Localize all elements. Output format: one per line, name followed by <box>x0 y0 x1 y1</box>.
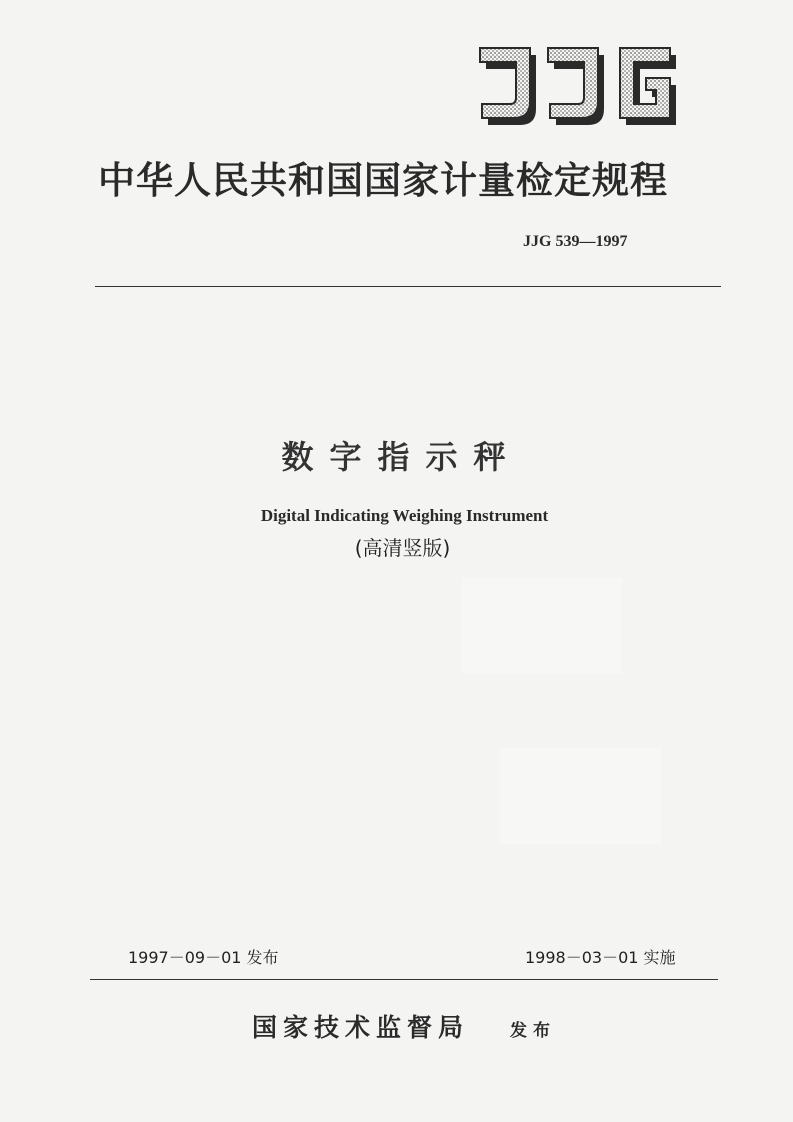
edition-label: (高清竖版) <box>354 536 451 560</box>
issue-date: 1997－09－01 发布 <box>128 948 279 967</box>
regulation-series-title: 中华人民共和国国家计量检定规程 <box>98 158 668 202</box>
publisher-suffix: 发布 <box>510 1021 556 1041</box>
footer-divider <box>90 979 718 980</box>
document-title: 数字指示秤 <box>281 438 522 476</box>
document-english-title: Digital Indicating Weighing Instrument <box>260 506 549 525</box>
implementation-date: 1998－03－01 实施 <box>525 948 676 967</box>
regulation-code: JJG 539—1997 <box>523 233 628 250</box>
jjg-logo <box>470 40 685 130</box>
scan-patch <box>500 748 662 844</box>
scan-patch <box>462 578 622 674</box>
header-divider <box>95 286 721 287</box>
publisher-name: 国家技术监督局 <box>252 1013 470 1042</box>
